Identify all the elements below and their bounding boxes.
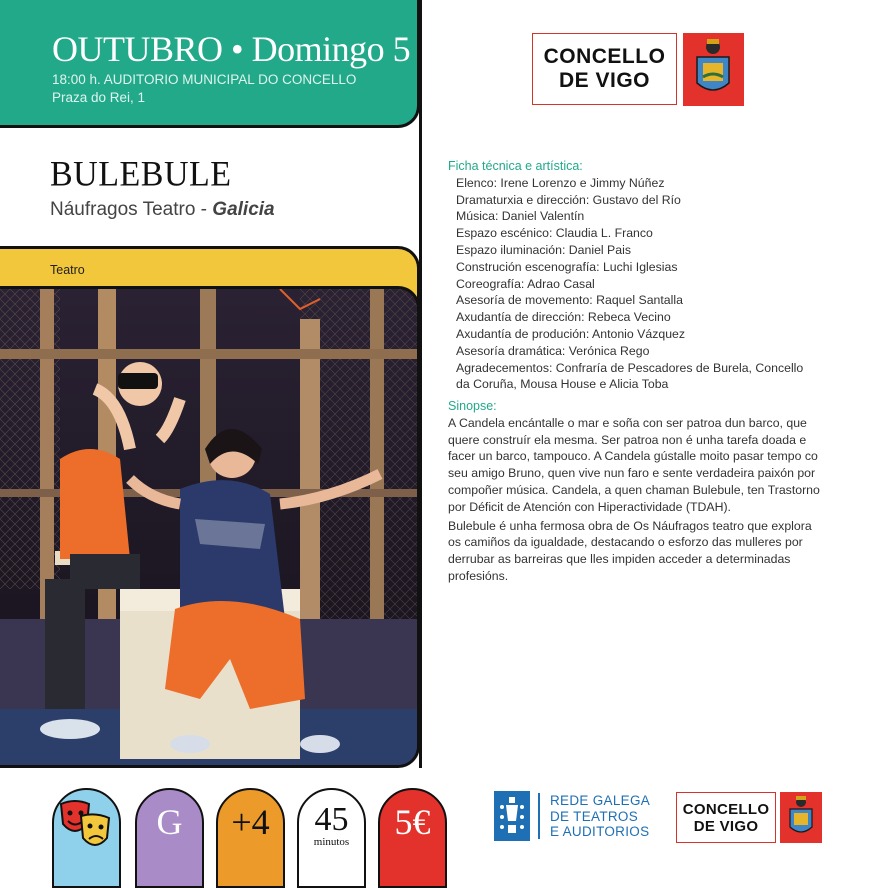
credit-line: Asesoría de movemento: Raquel Santalla <box>456 293 683 308</box>
concello-logo <box>532 33 744 107</box>
credit-line: Espazo iluminación: Daniel Pais <box>456 242 631 257</box>
duration-badge <box>297 788 366 888</box>
venue-time: 18:00 h. AUDITORIO MUNICIPAL DO CONCELLO <box>52 72 357 87</box>
genre-label: Teatro <box>50 263 85 277</box>
coat-of-arms-icon <box>780 792 822 843</box>
event-badges <box>0 788 460 875</box>
credit-line: Axudantía de dirección: Rebeca Vecino <box>456 310 671 325</box>
rede-galega-logo <box>494 791 664 843</box>
rede-line-3: E AUDITORIOS <box>550 824 650 839</box>
rede-line-1: REDE GALEGA <box>550 793 651 808</box>
company-region: Galicia <box>212 199 275 220</box>
coat-of-arms-icon <box>683 33 744 106</box>
age-label: +4 <box>231 802 270 842</box>
price-label: 5€ <box>394 802 431 842</box>
credit-line: Elenco: Irene Lorenzo e Jimmy Núñez <box>456 175 665 190</box>
credit-line: Agradecementos: Confraría de Pescadores de Burela, Concello da Coruña, Mousa House e Alicia Toba <box>456 360 804 392</box>
concello-logo-text <box>532 33 677 105</box>
show-photo <box>0 286 420 768</box>
stage-illustration <box>0 289 420 768</box>
rede-line-2: DE TEATROS <box>550 808 639 824</box>
rede-divider <box>538 793 540 839</box>
credit-line: Dramaturxia e dirección: Gustavo del Río <box>456 192 681 207</box>
concello-logo-small-text <box>676 792 776 843</box>
price-badge <box>378 788 447 888</box>
credit-line: Construción escenografía: Luchi Iglesias <box>456 259 678 274</box>
duration-value: 45 <box>314 801 349 838</box>
synopsis <box>448 398 820 587</box>
logo-line-2: DE VIGO <box>558 69 651 92</box>
credit-line: Música: Daniel Valentín <box>456 209 585 224</box>
credit-line: Coreografía: Adrao Casal <box>456 276 595 291</box>
credit-line: Axudantía de produción: Antonio Vázquez <box>456 326 686 341</box>
rede-text <box>550 793 650 840</box>
theatre-masks-icon <box>52 788 121 888</box>
logo-line-1: CONCELLO <box>543 45 666 68</box>
rating-badge <box>135 788 204 888</box>
logo-small-line-1: CONCELLO <box>682 800 770 818</box>
left-column <box>0 0 422 768</box>
show-title: BULEBULE <box>50 155 232 194</box>
synopsis-paragraph: Bulebule é unha fermosa obra de Os Náufragos teatro que explora os camiños da igualdade, destacando o esforzo das mulleres por derrubar as barreiras que lles impiden acceder a determinadas profesións. <box>448 518 812 583</box>
technical-sheet <box>448 158 818 393</box>
rating-label: G <box>156 802 183 842</box>
age-badge <box>216 788 285 888</box>
event-date: OUTUBRO • Domingo 5 <box>52 29 411 69</box>
venue-address: Praza do Rei, 1 <box>52 90 146 105</box>
logo-small-line-2: DE VIGO <box>693 817 759 835</box>
technical-heading: Ficha técnica e artística: <box>448 159 583 173</box>
date-header <box>0 0 420 128</box>
duration-unit: minutos <box>313 836 350 848</box>
company-name: Náufragos Teatro - <box>50 199 213 220</box>
company-line <box>50 199 275 221</box>
concello-logo-small <box>676 792 822 844</box>
credit-line: Espazo escénico: Claudia L. Franco <box>456 226 653 241</box>
synopsis-heading: Sinopse: <box>448 399 497 413</box>
credit-line: Asesoría dramática: Verónica Rego <box>456 343 650 358</box>
synopsis-paragraph: A Candela encántalle o mar e soña con ser patroa dun barco, que quere construír ela mesma. Ser patroa non é unha tarefa doada e facer un barco, tampouco. A Candela gústalle moito pasar tempo co seu amigo Bruno, quen vive nun faro e sente verdadeira paixón por compoñer música. Candela, a quen chaman Bulebule, ten Trastorno por Déficit de Atención con Hiperactividade (TDAH). <box>448 415 820 514</box>
column-divider <box>419 0 422 768</box>
galicia-emblem-icon <box>494 791 530 841</box>
